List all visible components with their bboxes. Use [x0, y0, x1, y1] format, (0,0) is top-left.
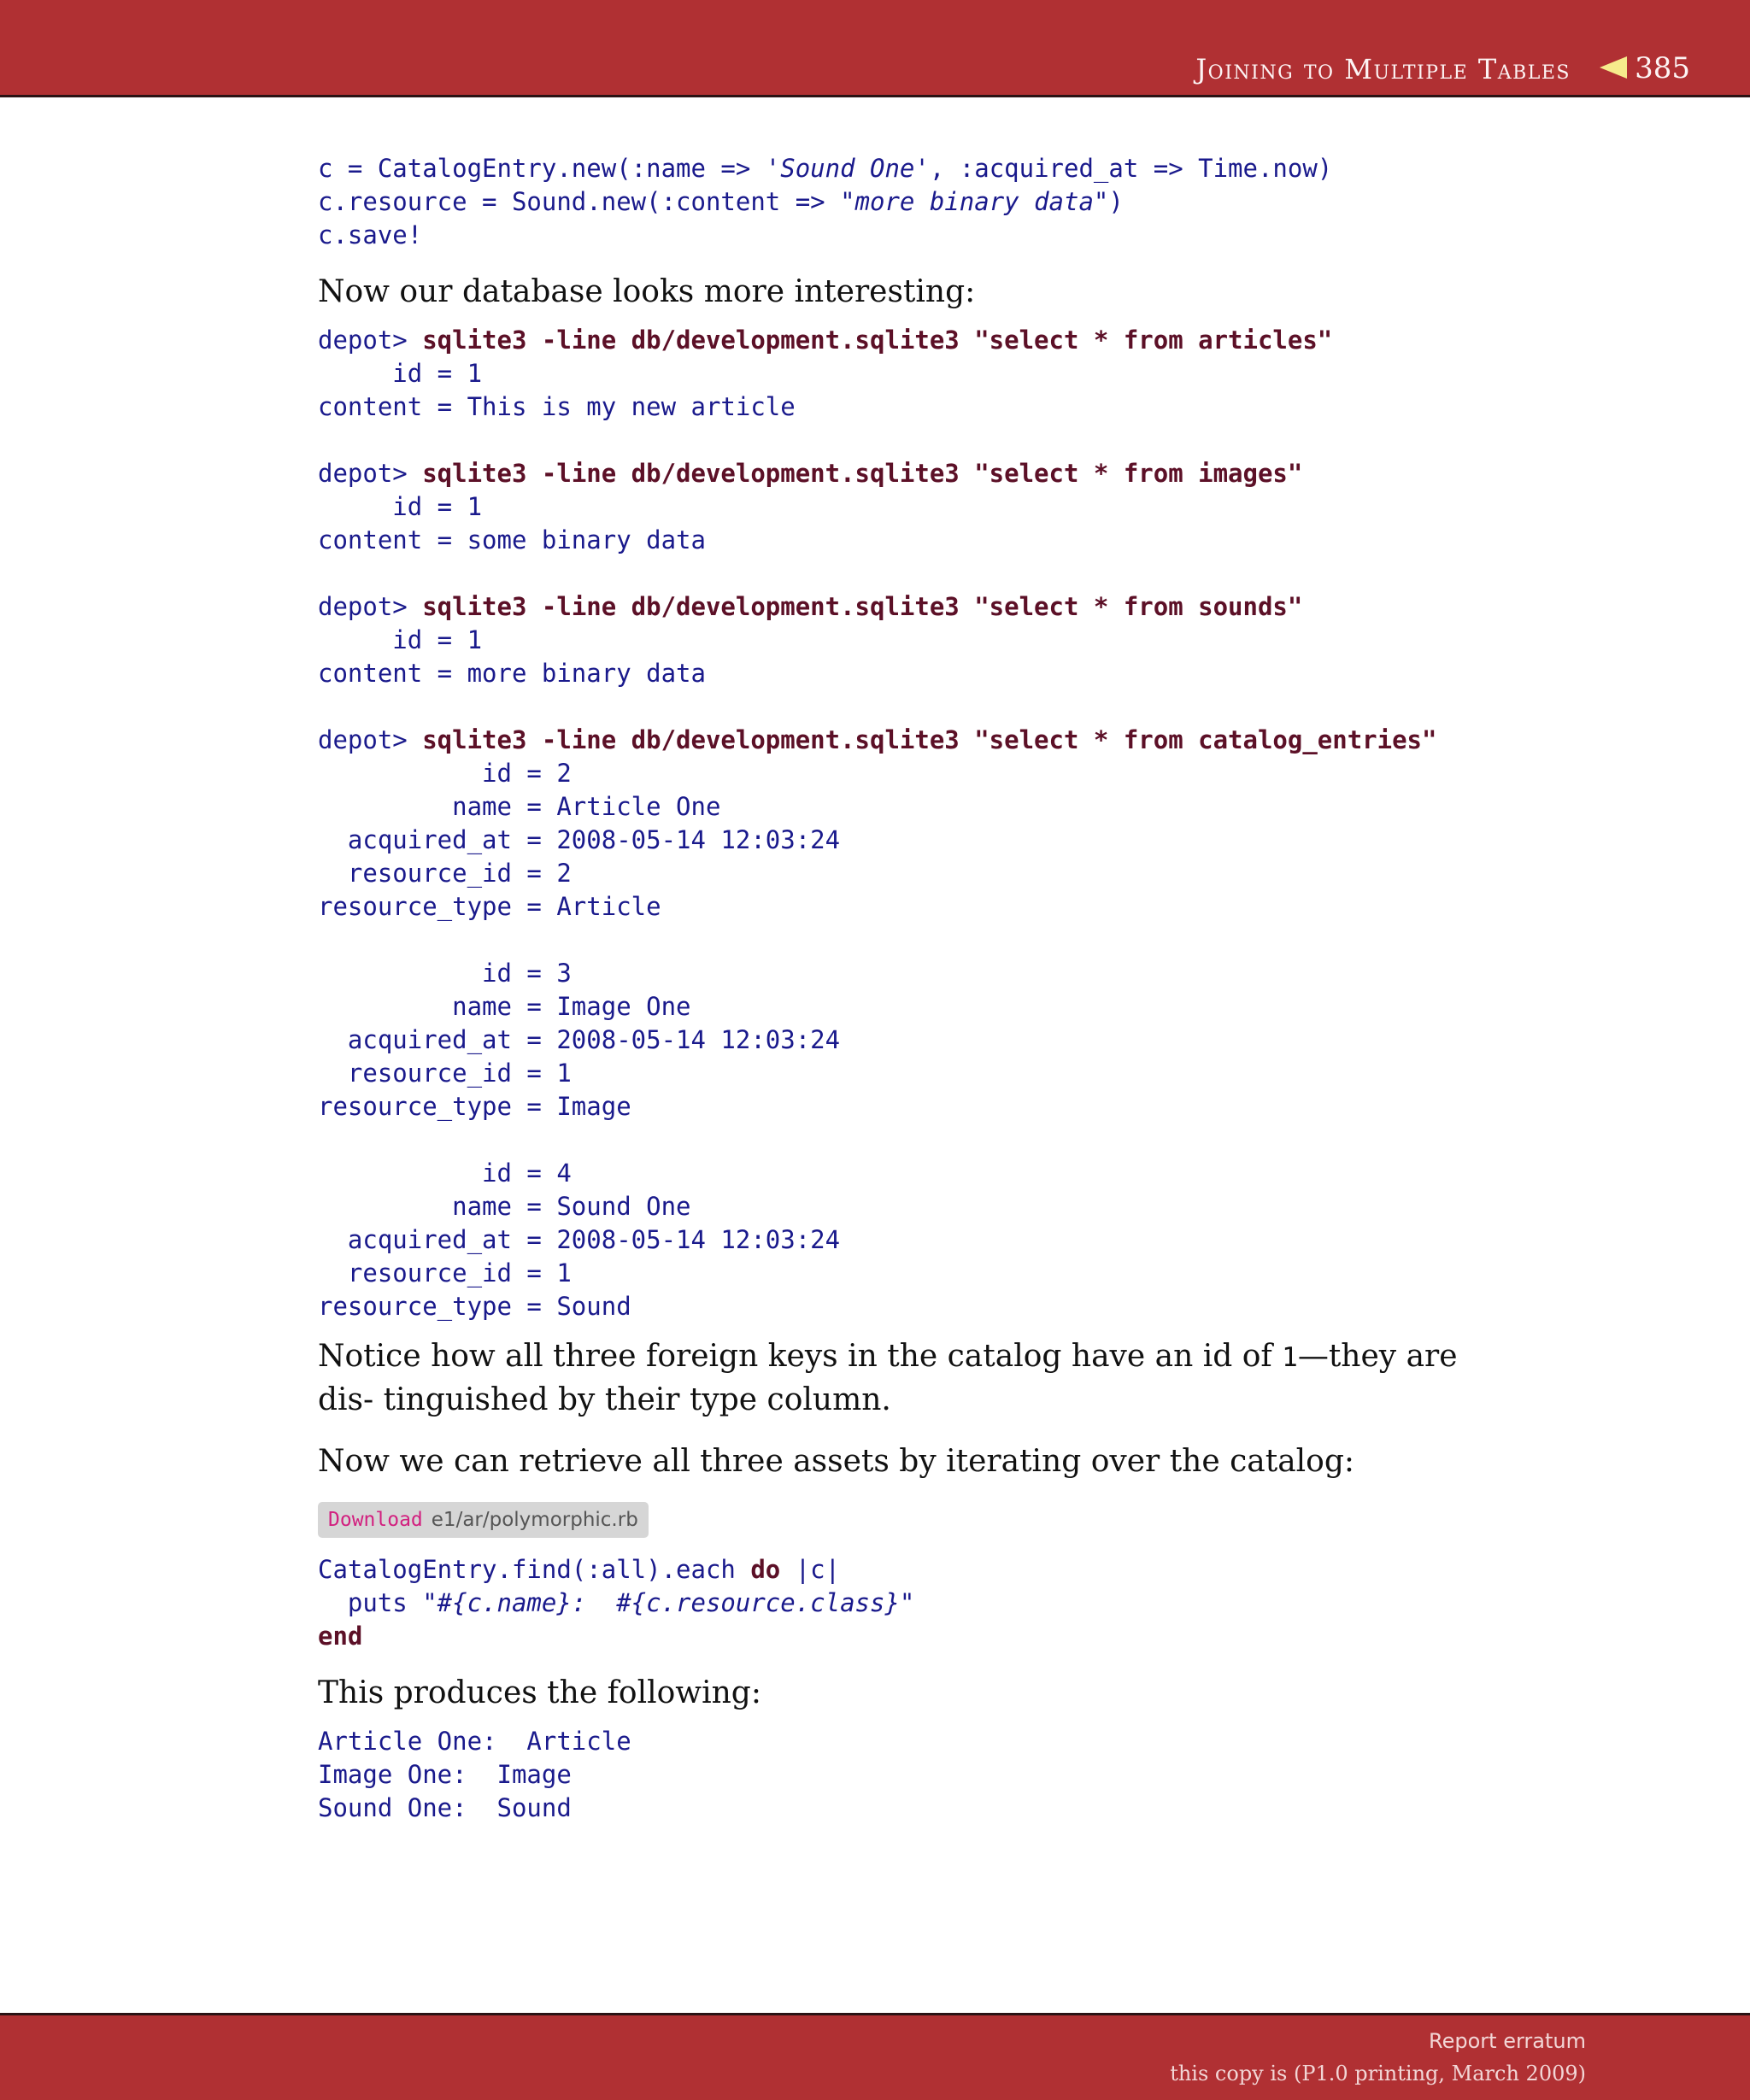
- code1-segment: c = CatalogEntry.new(:name =>: [318, 154, 766, 183]
- code1-segment: , :acquired_at => Time.now): [929, 154, 1333, 183]
- code2-segment: sqlite3 -line db/development.sqlite3 "select * from catalog_entries": [422, 725, 1437, 754]
- header-bar: [0, 0, 1750, 97]
- download-row: [318, 1502, 1480, 1538]
- code1-segment: 'Sound One': [765, 154, 930, 183]
- code-block-sqlite-output: [318, 324, 1480, 1323]
- code1-segment: ): [1108, 187, 1124, 216]
- report-erratum-link[interactable]: Report erratum: [1429, 2029, 1586, 2053]
- code3-segment: |c| puts: [347, 1555, 841, 1617]
- code2-segment: sqlite3 -line db/development.sqlite3 "select * from sounds": [422, 592, 1303, 621]
- page-content: [318, 152, 1480, 1825]
- page-number: 385: [1635, 51, 1690, 85]
- code2-segment: depot>: [318, 326, 423, 355]
- code1-segment: c.resource = Sound.new(:content =>: [318, 187, 841, 216]
- paragraph-produces: This produces the following:: [318, 1675, 761, 1710]
- code3-segment: CatalogEntry.find(:all).each: [318, 1555, 751, 1584]
- inline-code-id: 1: [1282, 1342, 1298, 1373]
- code-block-create-entry: [318, 152, 1480, 252]
- code3-segment: end: [318, 1622, 363, 1651]
- code2-segment: depot>: [318, 725, 423, 754]
- code2-segment: sqlite3 -line db/development.sqlite3 "select * from images": [422, 459, 1303, 488]
- download-link[interactable]: Download: [328, 1509, 423, 1531]
- download-path: e1/ar/polymorphic.rb: [431, 1509, 638, 1531]
- code2-segment: id = 1 content = more binary data: [318, 625, 706, 688]
- paragraph-retrieve: Now we can retrieve all three assets by iterating over the catalog:: [318, 1444, 1355, 1479]
- code2-segment: id = 2 name = Article One acquired_at = 2008-05-14 12:03:24 resource_id = 2 resource_type = Article id = 3 name = Image One acquired_at = 2008-05-14 12:03:24 resource_id = 1 resource_type = Image id = 4 name = Sound One acquired_at = 2008-05-14 12:03:24 resource_id = 1 resource_type = Sound: [318, 759, 841, 1321]
- paragraph-foreign-keys: [318, 1335, 1480, 1422]
- paragraph-foreign-keys-text-end: —they are dis- tinguished by their type column.: [318, 1339, 1458, 1417]
- code1-segment: c.save!: [318, 220, 423, 249]
- code3-segment: do: [750, 1555, 781, 1584]
- code-block-iterate: [318, 1553, 1480, 1653]
- paragraph-foreign-keys-text: Notice how all three foreign keys in the catalog have an id of: [318, 1339, 1283, 1374]
- code2-segment: sqlite3 -line db/development.sqlite3 "select * from articles": [422, 326, 1333, 355]
- code3-segment: "#{c.name}: #{c.resource.class}": [422, 1588, 915, 1617]
- code4-segment: Article One: Article Image One: Image Sound One: Sound: [318, 1727, 631, 1822]
- footer-bar: [0, 2013, 1750, 2100]
- code2-segment: depot>: [318, 459, 423, 488]
- code-block-output: [318, 1725, 1480, 1825]
- chapter-section-title: Joining to Multiple Tables: [1195, 53, 1571, 85]
- paragraph-database: Now our database looks more interesting:: [318, 274, 976, 309]
- code2-segment: id = 1 content = some binary data: [318, 492, 706, 554]
- previous-page-icon[interactable]: [1600, 56, 1627, 79]
- code2-segment: depot>: [318, 592, 423, 621]
- code2-segment: id = 1 content = This is my new article: [318, 359, 796, 421]
- download-box[interactable]: [318, 1502, 649, 1538]
- copy-info: this copy is (P1.0 printing, March 2009): [1170, 2062, 1586, 2085]
- code1-segment: "more binary data": [840, 187, 1109, 216]
